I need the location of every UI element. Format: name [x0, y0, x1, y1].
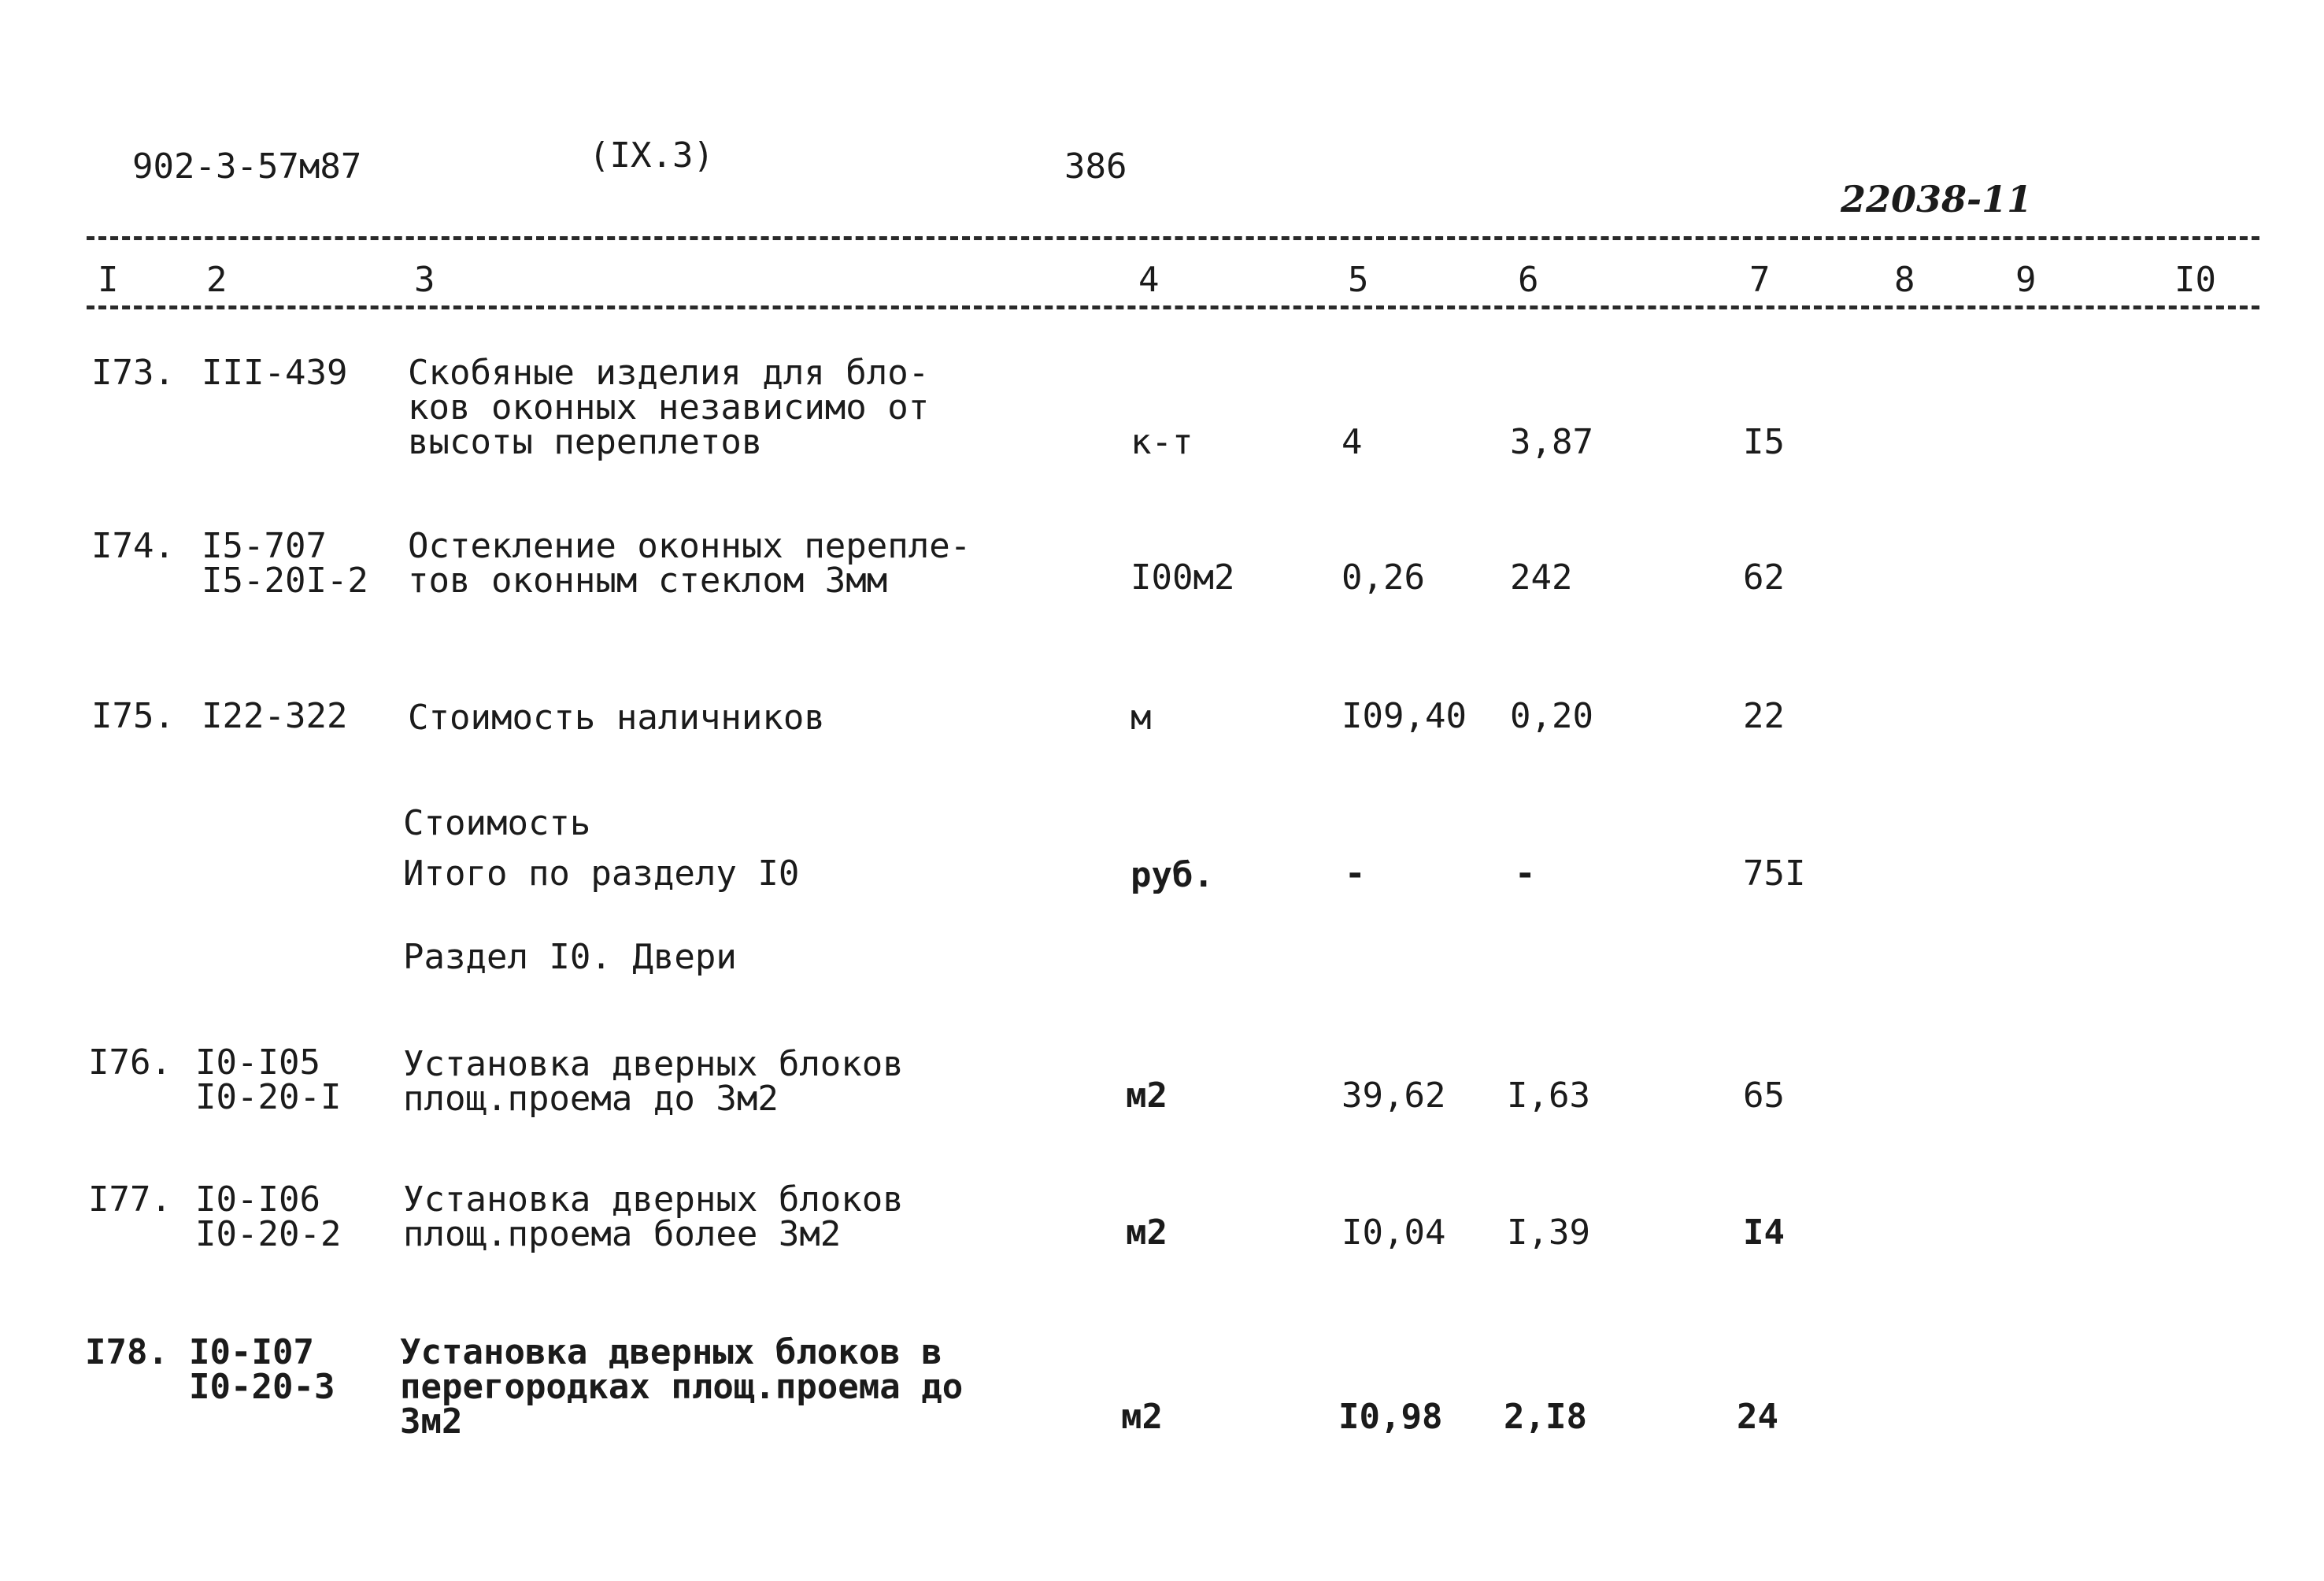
row-total: I5	[1743, 422, 1785, 462]
row-price: I,39	[1507, 1213, 1590, 1253]
row-total: 24	[1737, 1397, 1778, 1437]
section-reference: (IX.3)	[589, 135, 714, 176]
handwritten-number: 22038-11	[1841, 178, 2033, 220]
row-description: Скобяные изделия для бло- ков оконных независимо от высоты переплетов	[408, 353, 930, 462]
row-unit: м2	[1126, 1076, 1168, 1116]
section-heading: Раздел I0. Двери	[403, 937, 737, 977]
column-number: I0	[2174, 260, 2216, 300]
row-number: I77.	[88, 1179, 172, 1220]
row-quantity: I09,40	[1341, 696, 1467, 736]
row-price: 3,87	[1510, 422, 1593, 462]
column-number: 9	[2015, 260, 2037, 300]
row-number: I73.	[91, 353, 175, 393]
subtotal-unit: руб.	[1131, 855, 1214, 895]
column-number: 6	[1518, 260, 1539, 300]
row-price: I,63	[1507, 1076, 1590, 1116]
row-code: I0-I07 I0-20-3	[189, 1332, 335, 1407]
row-description: Стоимость наличников	[408, 698, 825, 738]
page-number: 386	[1064, 146, 1127, 187]
column-number: 8	[1894, 260, 1915, 300]
row-quantity: 39,62	[1341, 1076, 1446, 1116]
subtotal-total: 75I	[1743, 853, 1806, 894]
header-bottom-rule	[87, 305, 2259, 309]
row-unit: м2	[1121, 1397, 1163, 1437]
column-number: 3	[414, 260, 435, 300]
row-number: I78.	[85, 1332, 168, 1372]
row-description: Установка дверных блоков площ.проема более 3м2	[403, 1179, 904, 1254]
row-quantity: 4	[1341, 422, 1363, 462]
subtotal-label: Стоимость	[403, 803, 591, 843]
column-number: 4	[1138, 260, 1160, 300]
row-total: 65	[1743, 1076, 1785, 1116]
row-quantity: I0,04	[1341, 1213, 1446, 1253]
row-unit: к-т	[1131, 422, 1193, 462]
row-price: 2,I8	[1504, 1397, 1587, 1437]
row-code: I22-322	[202, 696, 348, 736]
row-quantity: I0,98	[1338, 1397, 1443, 1437]
subtotal-label: Итого по разделу I0	[403, 853, 800, 894]
row-total: 22	[1743, 696, 1785, 736]
row-code: III-439	[202, 353, 348, 393]
row-price: 0,20	[1510, 696, 1593, 736]
row-unit: м	[1131, 698, 1152, 738]
column-number: 2	[206, 260, 228, 300]
row-code: I5-707 I5-20I-2	[202, 526, 368, 601]
row-description: Установка дверных блоков площ.проема до 3м2	[403, 1044, 904, 1119]
row-description: Остекление оконных перепле- тов оконным стеклом 3мм	[408, 526, 971, 601]
row-price: 242	[1510, 557, 1573, 598]
document-code: 902-3-57м87	[132, 146, 362, 187]
row-unit: м2	[1126, 1213, 1168, 1253]
column-number: I	[98, 260, 119, 300]
column-number: 5	[1348, 260, 1369, 300]
row-total: I4	[1743, 1213, 1785, 1253]
row-quantity: 0,26	[1341, 557, 1425, 598]
subtotal-price: -	[1515, 853, 1536, 894]
row-unit: I00м2	[1131, 557, 1235, 598]
subtotal-quantity: -	[1345, 853, 1366, 894]
row-number: I75.	[91, 696, 175, 736]
header-top-rule	[87, 236, 2259, 240]
row-total: 62	[1743, 557, 1785, 598]
column-number: 7	[1749, 260, 1771, 300]
row-number: I74.	[91, 526, 175, 566]
row-code: I0-I06 I0-20-2	[195, 1179, 342, 1254]
row-number: I76.	[88, 1042, 172, 1083]
row-description: Установка дверных блоков в перегородках площ.проема до 3м2	[400, 1332, 964, 1442]
row-code: I0-I05 I0-20-I	[195, 1042, 342, 1117]
